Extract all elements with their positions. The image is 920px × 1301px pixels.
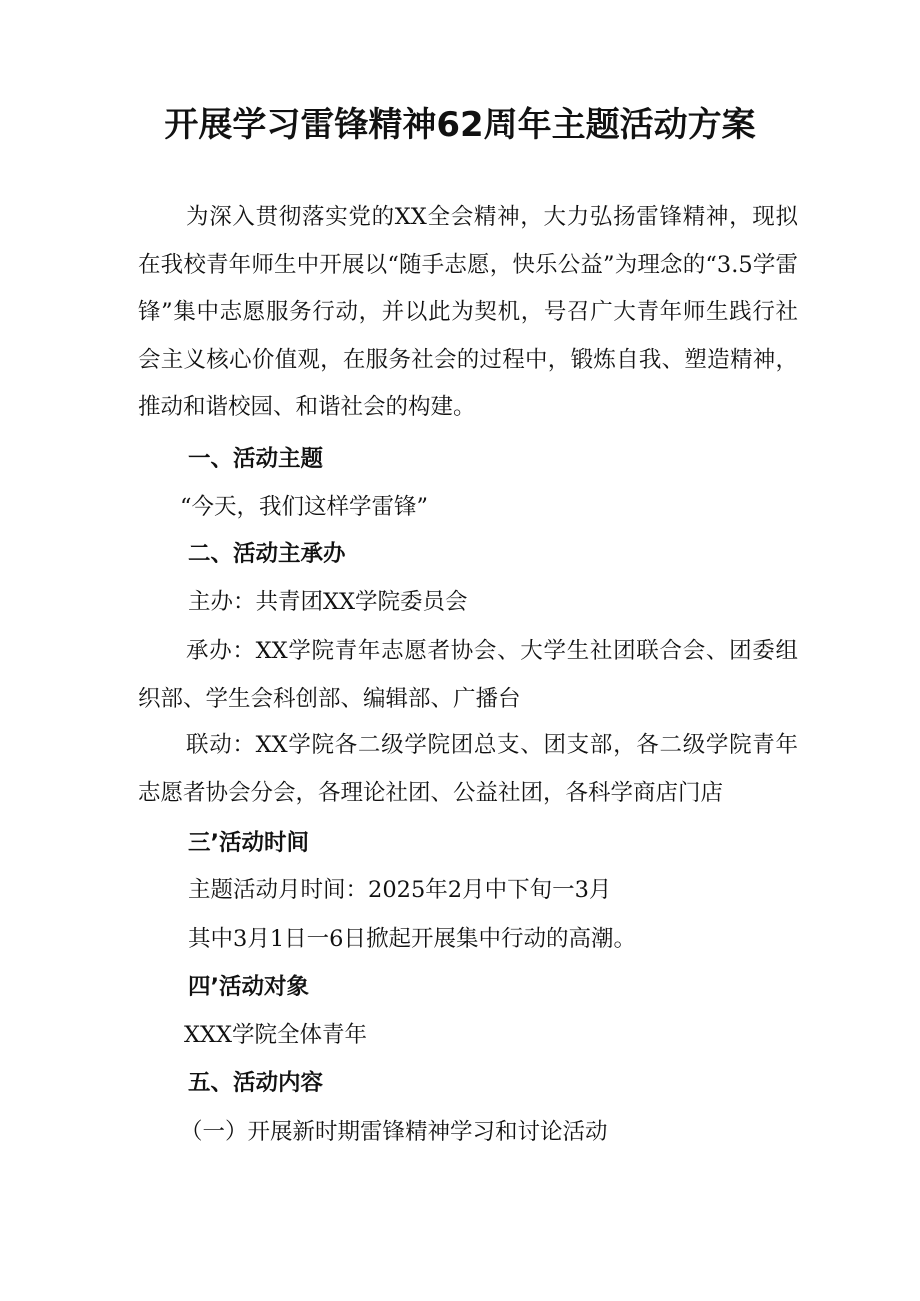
document-title: 开展学习雷锋精神62周年主题活动方案 bbox=[164, 105, 756, 145]
section2-heading: 二、活动主承办 bbox=[188, 541, 346, 567]
section5-item1: （一）开展新时期雷锋精神学习和讨论活动 bbox=[180, 1119, 608, 1145]
intro-paragraph: 为深入贯彻落实党的XX全会精神，大力弘扬雷锋精神，现拟在我校青年师生中开展以“随手志愿，快乐公益”为理念的“3.5学雷锋”集中志愿服务行动，并以此为契机，号召广大青年师生践行社会主义核心价值观，在服务社会的过程中，锻炼自我、塑造精神，推动和谐校园、和谐社会的构建。 bbox=[138, 204, 798, 420]
section2-partners: 联动：XX学院各二级学院团总支、团支部，各二级学院青年志愿者协会分会，各理论社团、公益社团，各科学商店门店 bbox=[138, 732, 798, 806]
section4-audience: XXX学院全体青年 bbox=[184, 1022, 368, 1048]
section4-heading: 四’活动对象 bbox=[188, 974, 310, 1000]
section3-heading: 三’活动时间 bbox=[188, 830, 310, 856]
section3-period: 主题活动月时间：2025年2月中下旬一3月 bbox=[188, 877, 612, 903]
section1-heading: 一、活动主题 bbox=[188, 446, 324, 472]
section2-organizer: 承办：XX学院青年志愿者协会、大学生社团联合会、团委组织部、学生会科创部、编辑部、广播台 bbox=[138, 638, 798, 712]
section3-peak: 其中3月1日一6日掀起开展集中行动的高潮。 bbox=[188, 926, 636, 952]
section5-heading: 五、活动内容 bbox=[188, 1070, 324, 1096]
section2-host: 主办：共青团XX学院委员会 bbox=[188, 589, 468, 615]
section1-theme: “今天，我们这样学雷锋” bbox=[180, 494, 429, 520]
